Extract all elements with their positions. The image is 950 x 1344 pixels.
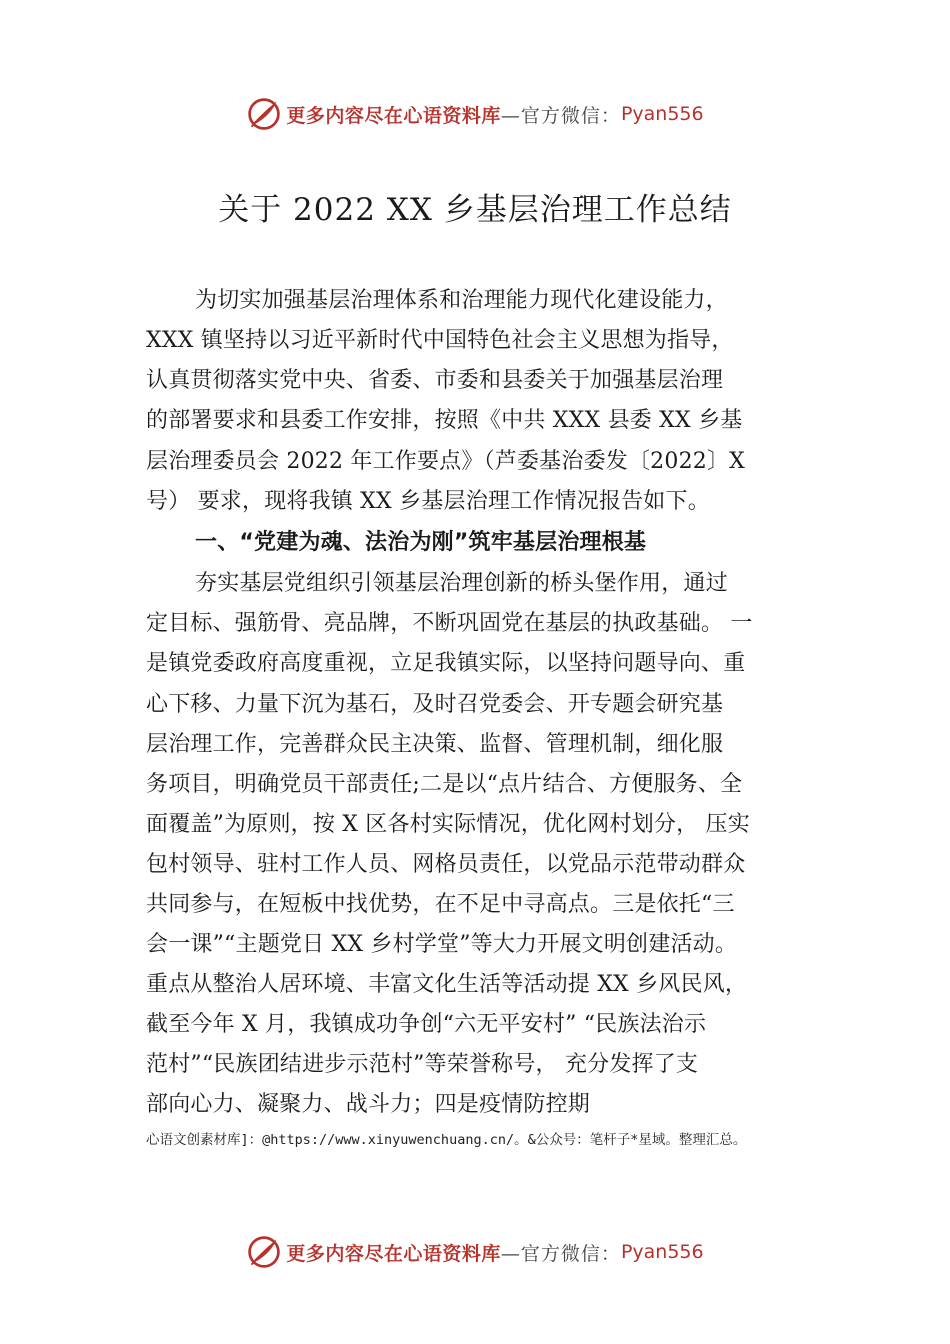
body-line: 会一课”“主题党日 XX 乡村学堂”等大力开展文明创建活动。 [146, 932, 738, 957]
body-line: 面覆盖”为原则，按 X 区各村实际情况，优化网村划分， 压实 [146, 812, 750, 837]
quill-logo-icon [246, 1234, 282, 1270]
body-line: 是镇党委政府高度重视，立足我镇实际，以坚持问题导向、重 [146, 651, 746, 676]
body-line: 认真贯彻落实党中央、省委、市委和县委关于加强基层治理 [146, 368, 724, 393]
banner-main-text: 更多内容尽在心语资料库 [286, 1242, 501, 1265]
body-line: 截至今年 X 月，我镇成功争创“六无平安村” “民族法治示 [146, 1012, 707, 1037]
source-footnote: 心语文创素材库]：@https://www.xinyuwenchuang.cn/。&公众号：笔杆子*星域。整理汇总。 [146, 1132, 747, 1148]
body-line: 共同参与，在短板中找优势，在不足中寻高点。三是依托“三 [146, 892, 735, 917]
banner-wechat-id: Pyan556 [620, 103, 704, 125]
banner-main-text: 更多内容尽在心语资料库 [286, 104, 501, 127]
document-title: 关于 2022 XX 乡基层治理工作总结 [218, 192, 732, 228]
body-line: 的部署要求和县委工作安排，按照《中共 XXX 县委 XX 乡基 [146, 408, 743, 433]
body-line: 定目标、强筋骨、亮品牌，不断巩固党在基层的执政基础。 一 [146, 611, 753, 636]
quill-logo-icon [246, 96, 282, 132]
body-line: 号） 要求，现将我镇 XX 乡基层治理工作情况报告如下。 [146, 489, 710, 514]
banner-mid-text: —官方微信： [500, 1242, 621, 1265]
body-line: 层治理工作，完善群众民主决策、监督、管理机制，细化服 [146, 732, 724, 757]
body-line: 重点从整治人居环境、丰富文化生活等活动提 XX 乡风民风， [146, 972, 748, 997]
body-line: 包村领导、驻村工作人员、网格员责任，以党品示范带动群众 [146, 852, 746, 877]
body-line: 层治理委员会 2022 年工作要点》（芦委基治委发〔2022〕X [146, 449, 746, 474]
body-line: 为切实加强基层治理体系和治理能力现代化建设能力， [195, 288, 728, 313]
body-line: 务项目，明确党员干部责任;二是以“点片结合、方便服务、全 [146, 772, 743, 797]
body-line: 部向心力、凝聚力、战斗力；四是疫情防控期 [146, 1092, 591, 1117]
body-line: XXX 镇坚持以习近平新时代中国特色社会主义思想为指导， [146, 328, 734, 353]
footer-banner [0, 1230, 950, 1274]
body-line: 范村”“民族团结进步示范村”等荣誉称号， 充分发挥了支 [146, 1052, 699, 1077]
banner-mid-text: —官方微信： [500, 104, 621, 127]
section-heading: 一、“党建为魂、法治为刚”筑牢基层治理根基 [195, 530, 647, 555]
banner-wechat-id: Pyan556 [620, 1241, 704, 1263]
header-banner [0, 92, 950, 136]
body-line: 心下移、力量下沉为基石，及时召党委会、开专题会研究基 [146, 692, 724, 717]
body-line: 夯实基层党组织引领基层治理创新的桥头堡作用，通过 [195, 571, 728, 596]
